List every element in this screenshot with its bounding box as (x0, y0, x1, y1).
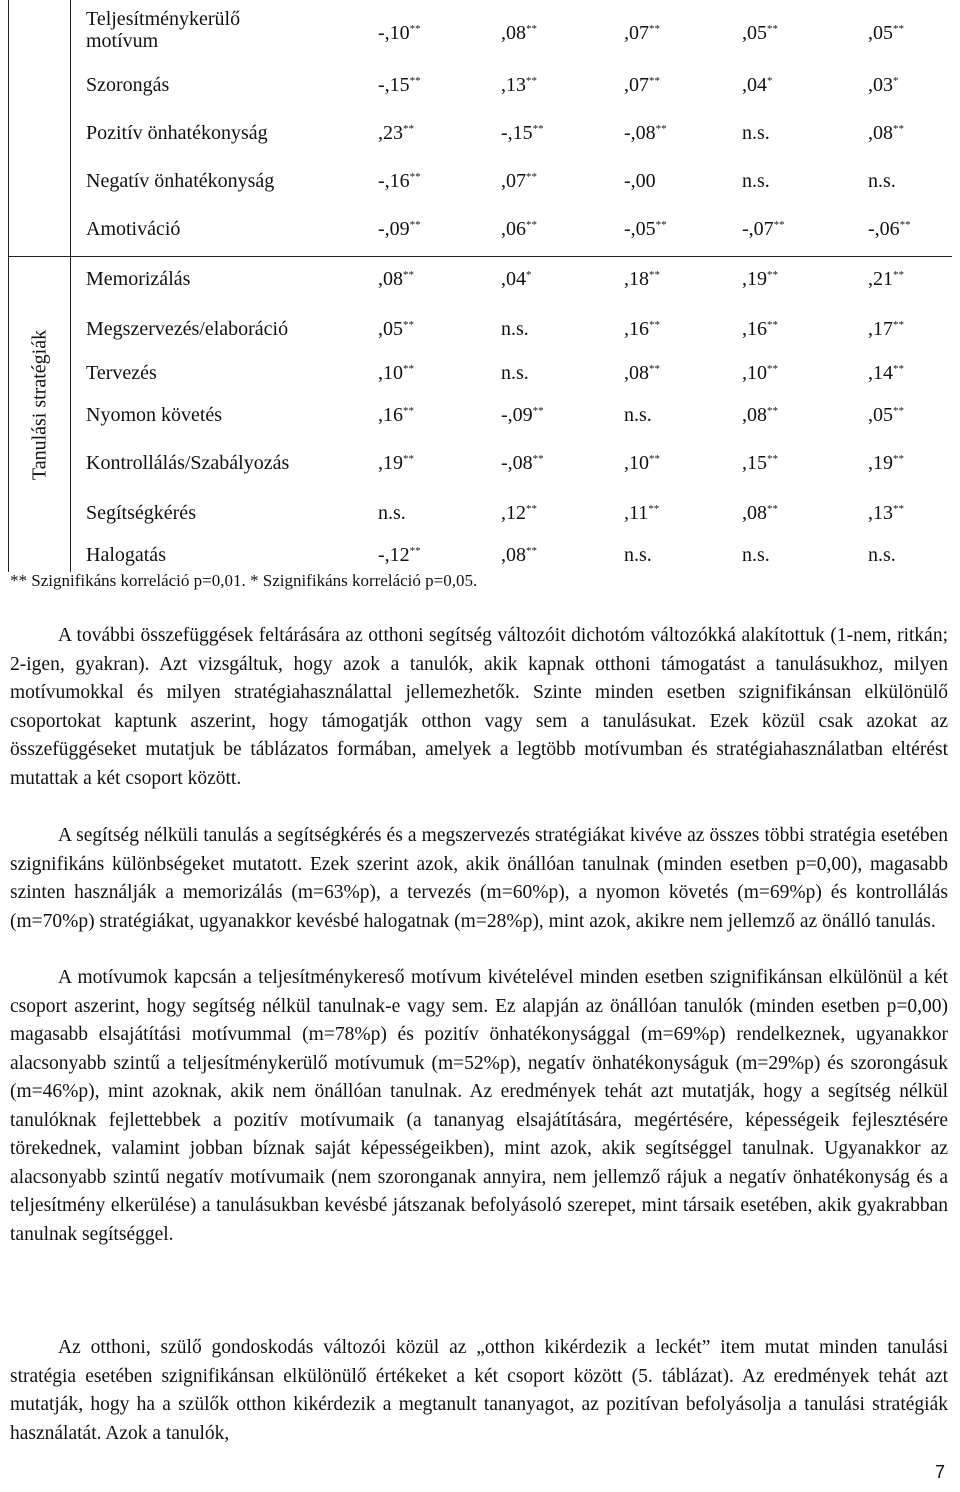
table-cell (742, 22, 778, 44)
table-cell (624, 122, 667, 144)
table-cell (624, 452, 660, 474)
paragraph-4: Az otthoni, szülő gondoskodás változói közül az „otthon kikérdezik a leckét” item mutat minden tanulási stratégia esetében szignifikánsan elkülönülő értékeket a két csoport között (5. táblázat). Az eredmények tehát azt mutatják, hogy ha a szülők otthon kikérdezik a megtanult tananyagot, az pozitívan befolyásolja a tanulási stratégiák használatát. Azok a tanulók, (10, 1337, 948, 1444)
cell-value: -,00 (624, 170, 656, 192)
table-cell (624, 318, 660, 340)
row-label: Amotiváció (86, 218, 181, 240)
row-label: Pozitív önhatékonyság (86, 122, 268, 144)
significance-marker: ** (893, 363, 904, 375)
cell-value: ,15 (742, 452, 767, 474)
table-cell (378, 122, 414, 144)
significance-marker: ** (649, 453, 660, 465)
significance-marker: ** (649, 75, 660, 87)
significance-marker: ** (649, 363, 660, 375)
cell-value: ,08 (742, 502, 767, 524)
table-cell (742, 268, 778, 290)
table-cell (742, 502, 778, 524)
significance-marker: ** (773, 219, 785, 231)
cell-value: -,09 (378, 218, 410, 240)
row-label: Memorizálás (86, 268, 191, 290)
table-cell (501, 268, 532, 290)
strategies-group-label: Tanulási stratégiák (28, 329, 51, 481)
significance-marker: ** (893, 503, 904, 515)
significance-marker: ** (893, 123, 904, 135)
table-inner-border (70, 0, 71, 572)
cell-value: ,18 (624, 268, 649, 290)
significance-marker: ** (532, 123, 544, 135)
cell-value: -,05 (624, 218, 656, 240)
paragraph-3: A motívumok kapcsán a teljesítménykereső motívum kivételével minden esetben szignifikánsan elkülönül a két csoport aszerint, hogy segítség nélkül tanulnak-e vagy sem. Ez alapján az önállóan tanulók (minden esetben p=0,00) magasabb elsajátítási motívummal (m=78%p) és pozitív önhatékonysággal (m=69%p) rendelkeznek, ugyanakkor alacsonyabb szintű a teljesítménykerülő motívumuk (m=52%p), negatív önhatékonyságuk (m=29%p) és szorongásuk (m=46%p), mint azoknak, akik nem önállóan tanulnak. Az eredmények tehát azt mutatják, hogy a segítség nélkül tanulóknak fejlettebbek a pozitív motívumaik (a tananyag elsajátítására, megértésére, képességeik fejlesztésére törekednek, valamint jobban bíznak saját képességeikben), mint azok, akik segítséggel tanulnak. Ugyanakkor az alacsonyabb szintű negatív motívumaik (nem szoronganak annyira, nem jellemző rájuk a negatív önhatékonyság és a teljesítmény elkerülése) a tanulásukban kevésbé játszanak befolyásoló szerepet, mint társaik esetében, akik gyakrabban tanulnak segítséggel. (10, 967, 948, 1245)
table-cell (624, 268, 660, 290)
correlation-table (8, 0, 952, 572)
cell-value: -,09 (501, 404, 533, 426)
cell-value: ,21 (868, 268, 893, 290)
table-cell (624, 218, 667, 240)
table-cell (378, 452, 414, 474)
table-cell (868, 452, 904, 474)
significance-marker: ** (403, 319, 414, 331)
cell-value: ,04 (742, 74, 767, 96)
table-cell (624, 404, 652, 426)
cell-value: -,06 (868, 218, 900, 240)
row-label: Megszervezés/elaboráció (86, 318, 289, 340)
table-cell (501, 122, 544, 144)
table-cell (501, 362, 529, 384)
cell-value: ,16 (624, 318, 649, 340)
significance-marker: ** (767, 453, 778, 465)
table-cell (501, 502, 537, 524)
significance-marker: ** (893, 319, 904, 331)
table-cell (624, 22, 660, 44)
cell-value: ,07 (624, 22, 649, 44)
cell-value: ,03 (868, 74, 893, 96)
significance-marker: ** (767, 319, 778, 331)
table-cell (868, 218, 911, 240)
significance-marker: ** (767, 269, 778, 281)
significance-marker: * (767, 75, 773, 87)
cell-value: n.s. (624, 404, 652, 426)
table-cell (624, 170, 656, 192)
table-cell (868, 502, 904, 524)
row-label-line: motívum (86, 30, 159, 52)
table-cell (501, 404, 544, 426)
row-label: Szorongás (86, 74, 170, 96)
significance-marker: ** (649, 23, 660, 35)
table-cell (624, 74, 660, 96)
cell-value: -,16 (378, 170, 410, 192)
significance-marker: ** (526, 503, 537, 515)
table-cell (868, 362, 904, 384)
table-cell (742, 170, 770, 192)
significance-marker: ** (526, 171, 537, 183)
table-cell (378, 318, 414, 340)
table-cell (378, 74, 421, 96)
cell-value: n.s. (742, 170, 770, 192)
cell-value: -,07 (742, 218, 774, 240)
table-footnote: ** Szignifikáns korreláció p=0,01. * Szignifikáns korreláció p=0,05. (10, 571, 478, 590)
cell-value: ,17 (868, 318, 893, 340)
cell-value: -,08 (501, 452, 533, 474)
significance-marker: ** (403, 453, 414, 465)
cell-value: n.s. (501, 362, 529, 384)
table-cell (868, 318, 904, 340)
cell-value: ,05 (742, 22, 767, 44)
row-label: Segítségkérés (86, 502, 196, 524)
cell-value: -,08 (624, 122, 656, 144)
cell-value: ,12 (501, 502, 526, 524)
table-cell (868, 74, 899, 96)
page-number: 7 (935, 1462, 946, 1482)
table-cell (378, 268, 414, 290)
table-group-divider (8, 256, 952, 257)
significance-marker: ** (403, 405, 414, 417)
table-cell (868, 544, 896, 566)
cell-value: -,10 (378, 22, 410, 44)
table-cell (742, 318, 778, 340)
row-label-line: Teljesítménykerülő (86, 8, 241, 30)
table-cell (501, 218, 537, 240)
cell-value: ,14 (868, 362, 893, 384)
cell-value: ,08 (624, 362, 649, 384)
table-cell (868, 170, 896, 192)
cell-value: n.s. (742, 122, 770, 144)
significance-marker: ** (526, 75, 537, 87)
significance-marker: ** (649, 269, 660, 281)
significance-marker: * (893, 75, 899, 87)
table-cell (742, 122, 770, 144)
significance-marker: ** (409, 545, 421, 557)
table-cell (378, 170, 421, 192)
cell-value: -,15 (501, 122, 533, 144)
row-label: Tervezés (86, 362, 157, 384)
significance-marker: ** (526, 219, 537, 231)
cell-value: n.s. (868, 544, 896, 566)
cell-value: ,07 (624, 74, 649, 96)
cell-value: ,08 (501, 22, 526, 44)
cell-value: ,08 (868, 122, 893, 144)
significance-marker: ** (532, 453, 544, 465)
significance-marker: * (526, 269, 532, 281)
significance-marker: ** (409, 23, 421, 35)
table-cell (742, 404, 778, 426)
table-cell (624, 544, 652, 566)
table-cell (378, 22, 421, 44)
table-cell (378, 218, 421, 240)
row-label (86, 8, 240, 52)
table-cell (501, 170, 537, 192)
significance-marker: ** (893, 453, 904, 465)
cell-value: ,13 (868, 502, 893, 524)
cell-value: ,16 (378, 404, 403, 426)
significance-marker: ** (532, 405, 544, 417)
cell-value: n.s. (624, 544, 652, 566)
cell-value: ,19 (868, 452, 893, 474)
significance-marker: ** (409, 171, 421, 183)
table-cell (742, 544, 770, 566)
cell-value: ,05 (868, 22, 893, 44)
significance-marker: ** (767, 405, 778, 417)
significance-marker: ** (767, 503, 778, 515)
cell-value: ,05 (378, 318, 403, 340)
significance-marker: ** (767, 363, 778, 375)
table-cell (501, 22, 537, 44)
significance-marker: ** (526, 23, 537, 35)
table-cell (742, 362, 778, 384)
cell-value: n.s. (742, 544, 770, 566)
significance-marker: ** (403, 363, 414, 375)
table-cell (378, 404, 414, 426)
cell-value: ,23 (378, 122, 403, 144)
table-cell (624, 362, 660, 384)
cell-value: ,19 (742, 268, 767, 290)
cell-value: n.s. (501, 318, 529, 340)
cell-value: ,07 (501, 170, 526, 192)
significance-marker: ** (893, 23, 904, 35)
cell-value: ,08 (742, 404, 767, 426)
paragraph-2: A segítség nélküli tanulás a segítségkérés és a megszervezés stratégiákat kivéve az összes többi stratégia esetében szignifikáns különbségeket mutatott. Ezek szerint azok, akik önállóan tanulnak (minden esetben p=0,00), magasabb szinten használják a memorizálás (m=63%p), a tervezés (m=60%p), a nyomon követés (m=69%p) és kontrollálás (m=70%p) stratégiákat, ugyanakkor kevésbé halogatnak (m=28%p), mint azok, akikre nem jellemző az önálló tanulás. (10, 825, 948, 932)
table-left-border (8, 0, 9, 572)
table-cell (501, 544, 537, 566)
table-cell (378, 502, 406, 524)
cell-value: ,16 (742, 318, 767, 340)
significance-marker: ** (403, 269, 414, 281)
significance-marker: ** (655, 219, 667, 231)
table-cell (868, 22, 904, 44)
table-cell (501, 318, 529, 340)
significance-marker: ** (893, 405, 904, 417)
table-cell (378, 544, 421, 566)
cell-value: ,08 (501, 544, 526, 566)
table-cell (742, 74, 773, 96)
paragraph-1: A további összefüggések feltárására az otthoni segítség változóit dichotóm változókká alakítottuk (1-nem, ritkán; 2-igen, gyakran). Azt vizsgáltuk, hogy azok a tanulók, akik kapnak otthoni támogatást a tanulásukhoz, milyen motívumokkal és milyen stratégiahasználattal jellemezhetők. Szinte minden esetben szignifikánsan elkülönülő csoportokat kaptunk aszerint, hogy támogatják otthon vagy sem a tanulásukat. Ezek közül csak azokat az összefüggéseket mutatjuk be táblázatos formában, amelyek a legtöbb motívumban és stratégiahasználatban eltérést mutattak a két csoport között. (10, 625, 948, 789)
significance-marker: ** (526, 545, 537, 557)
cell-value: ,13 (501, 74, 526, 96)
table-cell (742, 452, 778, 474)
significance-marker: ** (409, 75, 421, 87)
table-cell (501, 452, 544, 474)
row-label: Halogatás (86, 544, 166, 566)
table-cell (868, 122, 904, 144)
cell-value: ,11 (624, 502, 649, 524)
significance-marker: ** (655, 123, 667, 135)
table-cell (624, 502, 659, 524)
significance-marker: ** (767, 23, 778, 35)
table-cell (742, 218, 785, 240)
cell-value: ,06 (501, 218, 526, 240)
cell-value: ,04 (501, 268, 526, 290)
significance-marker: ** (648, 503, 660, 515)
cell-value: ,10 (624, 452, 649, 474)
cell-value: ,19 (378, 452, 403, 474)
table-cell (501, 74, 537, 96)
cell-value: -,15 (378, 74, 410, 96)
cell-value: -,12 (378, 544, 410, 566)
significance-marker: ** (893, 269, 904, 281)
significance-marker: ** (409, 219, 421, 231)
cell-value: n.s. (868, 170, 896, 192)
significance-marker: ** (403, 123, 414, 135)
cell-value: n.s. (378, 502, 406, 524)
cell-value: ,10 (742, 362, 767, 384)
cell-value: ,05 (868, 404, 893, 426)
row-label: Kontrollálás/Szabályozás (86, 452, 290, 474)
cell-value: ,10 (378, 362, 403, 384)
significance-marker: ** (899, 219, 911, 231)
table-cell (378, 362, 414, 384)
cell-value: ,08 (378, 268, 403, 290)
table-cell (868, 404, 904, 426)
significance-marker: ** (649, 319, 660, 331)
row-label: Negatív önhatékonyság (86, 170, 275, 192)
table-cell (868, 268, 904, 290)
row-label: Nyomon követés (86, 404, 223, 426)
